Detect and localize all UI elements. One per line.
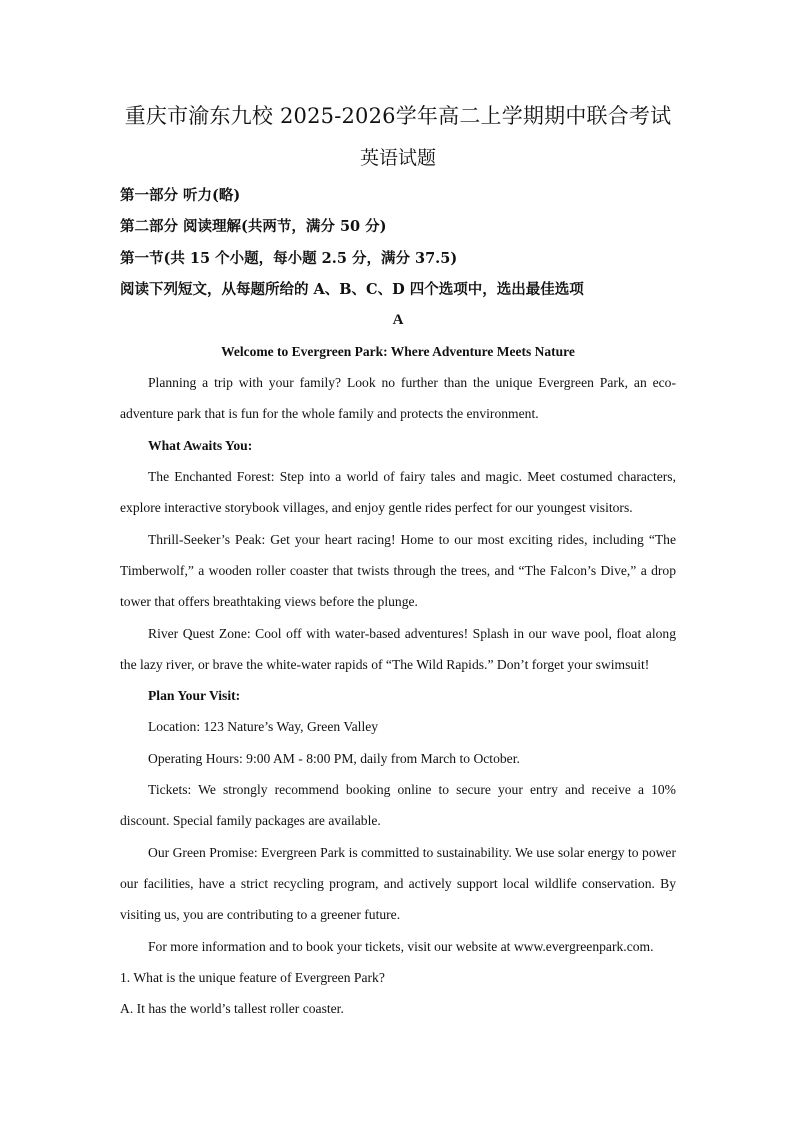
passage-intro: Planning a trip with your family? Look no further than the unique Evergreen Park, an eco-adventure park that is fun for the whole family and protects the environment. [120, 375, 676, 422]
reading-instructions: 阅读下列短文，从每题所给的 A、B、C、D 四个选项中，选出最佳选项 [120, 280, 584, 298]
exam-title: 重庆市渝东九校 2025-2026学年高二上学期期中联合考试 [124, 104, 672, 128]
hours-line: Operating Hours: 9:00 AM - 8:00 PM, daily from March to October. [148, 750, 520, 766]
thrill-seekers-peak-paragraph: Thrill-Seeker’s Peak: Get your heart racing! Home to our most exciting rides, including “The Timberwolf,” a wooden roller coaster that twists through the trees, and “The Falcon’s Dive,” a drop tower that offers breathtaking views before the plunge. [120, 531, 676, 610]
part-one-heading: 第一部分 听力(略) [120, 187, 241, 204]
what-awaits-heading: What Awaits You: [148, 437, 253, 453]
passage-label: A [392, 312, 404, 329]
passage-title: Welcome to Evergreen Park: Where Adventure Meets Nature [221, 344, 575, 360]
section-one-heading: 第一节(共 15 个小题，每小题 2.5 分，满分 37.5) [120, 249, 458, 267]
green-promise-paragraph: Our Green Promise: Evergreen Park is committed to sustainability. We use solar energy to power our facilities, have a strict recycling program, and actively support local wildlife conservation. By visiting us, you are contributing to a greener future. [120, 844, 676, 923]
question-1-option-a: A. It has the world’s tallest roller coaster. [120, 1001, 344, 1017]
enchanted-forest-paragraph: The Enchanted Forest: Step into a world of fairy tales and magic. Meet costumed characters, explore interactive storybook villages, and enjoy gentle rides perfect for our youngest visitors. [120, 469, 676, 516]
exam-page [120, 98, 676, 1024]
location-line: Location: 123 Nature’s Way, Green Valley [148, 719, 379, 735]
exam-subtitle: 英语试题 [359, 147, 436, 169]
tickets-paragraph: Tickets: We strongly recommend booking online to secure your entry and receive a 10% discount. Special family packages are available. [120, 782, 676, 829]
part-two-heading: 第二部分 阅读理解(共两节，满分 50 分) [120, 218, 387, 236]
river-quest-zone-paragraph: River Quest Zone: Cool off with water-based adventures! Splash in our wave pool, float along the lazy river, or brave the white-water rapids of “The Wild Rapids.” Don’t forget your swimsuit! [120, 625, 676, 672]
more-info-line: For more information and to book your tickets, visit our website at www.evergreenpark.com. [148, 938, 654, 954]
plan-visit-heading: Plan Your Visit: [148, 688, 241, 704]
question-1-stem: 1. What is the unique feature of Evergreen Park? [120, 969, 385, 985]
